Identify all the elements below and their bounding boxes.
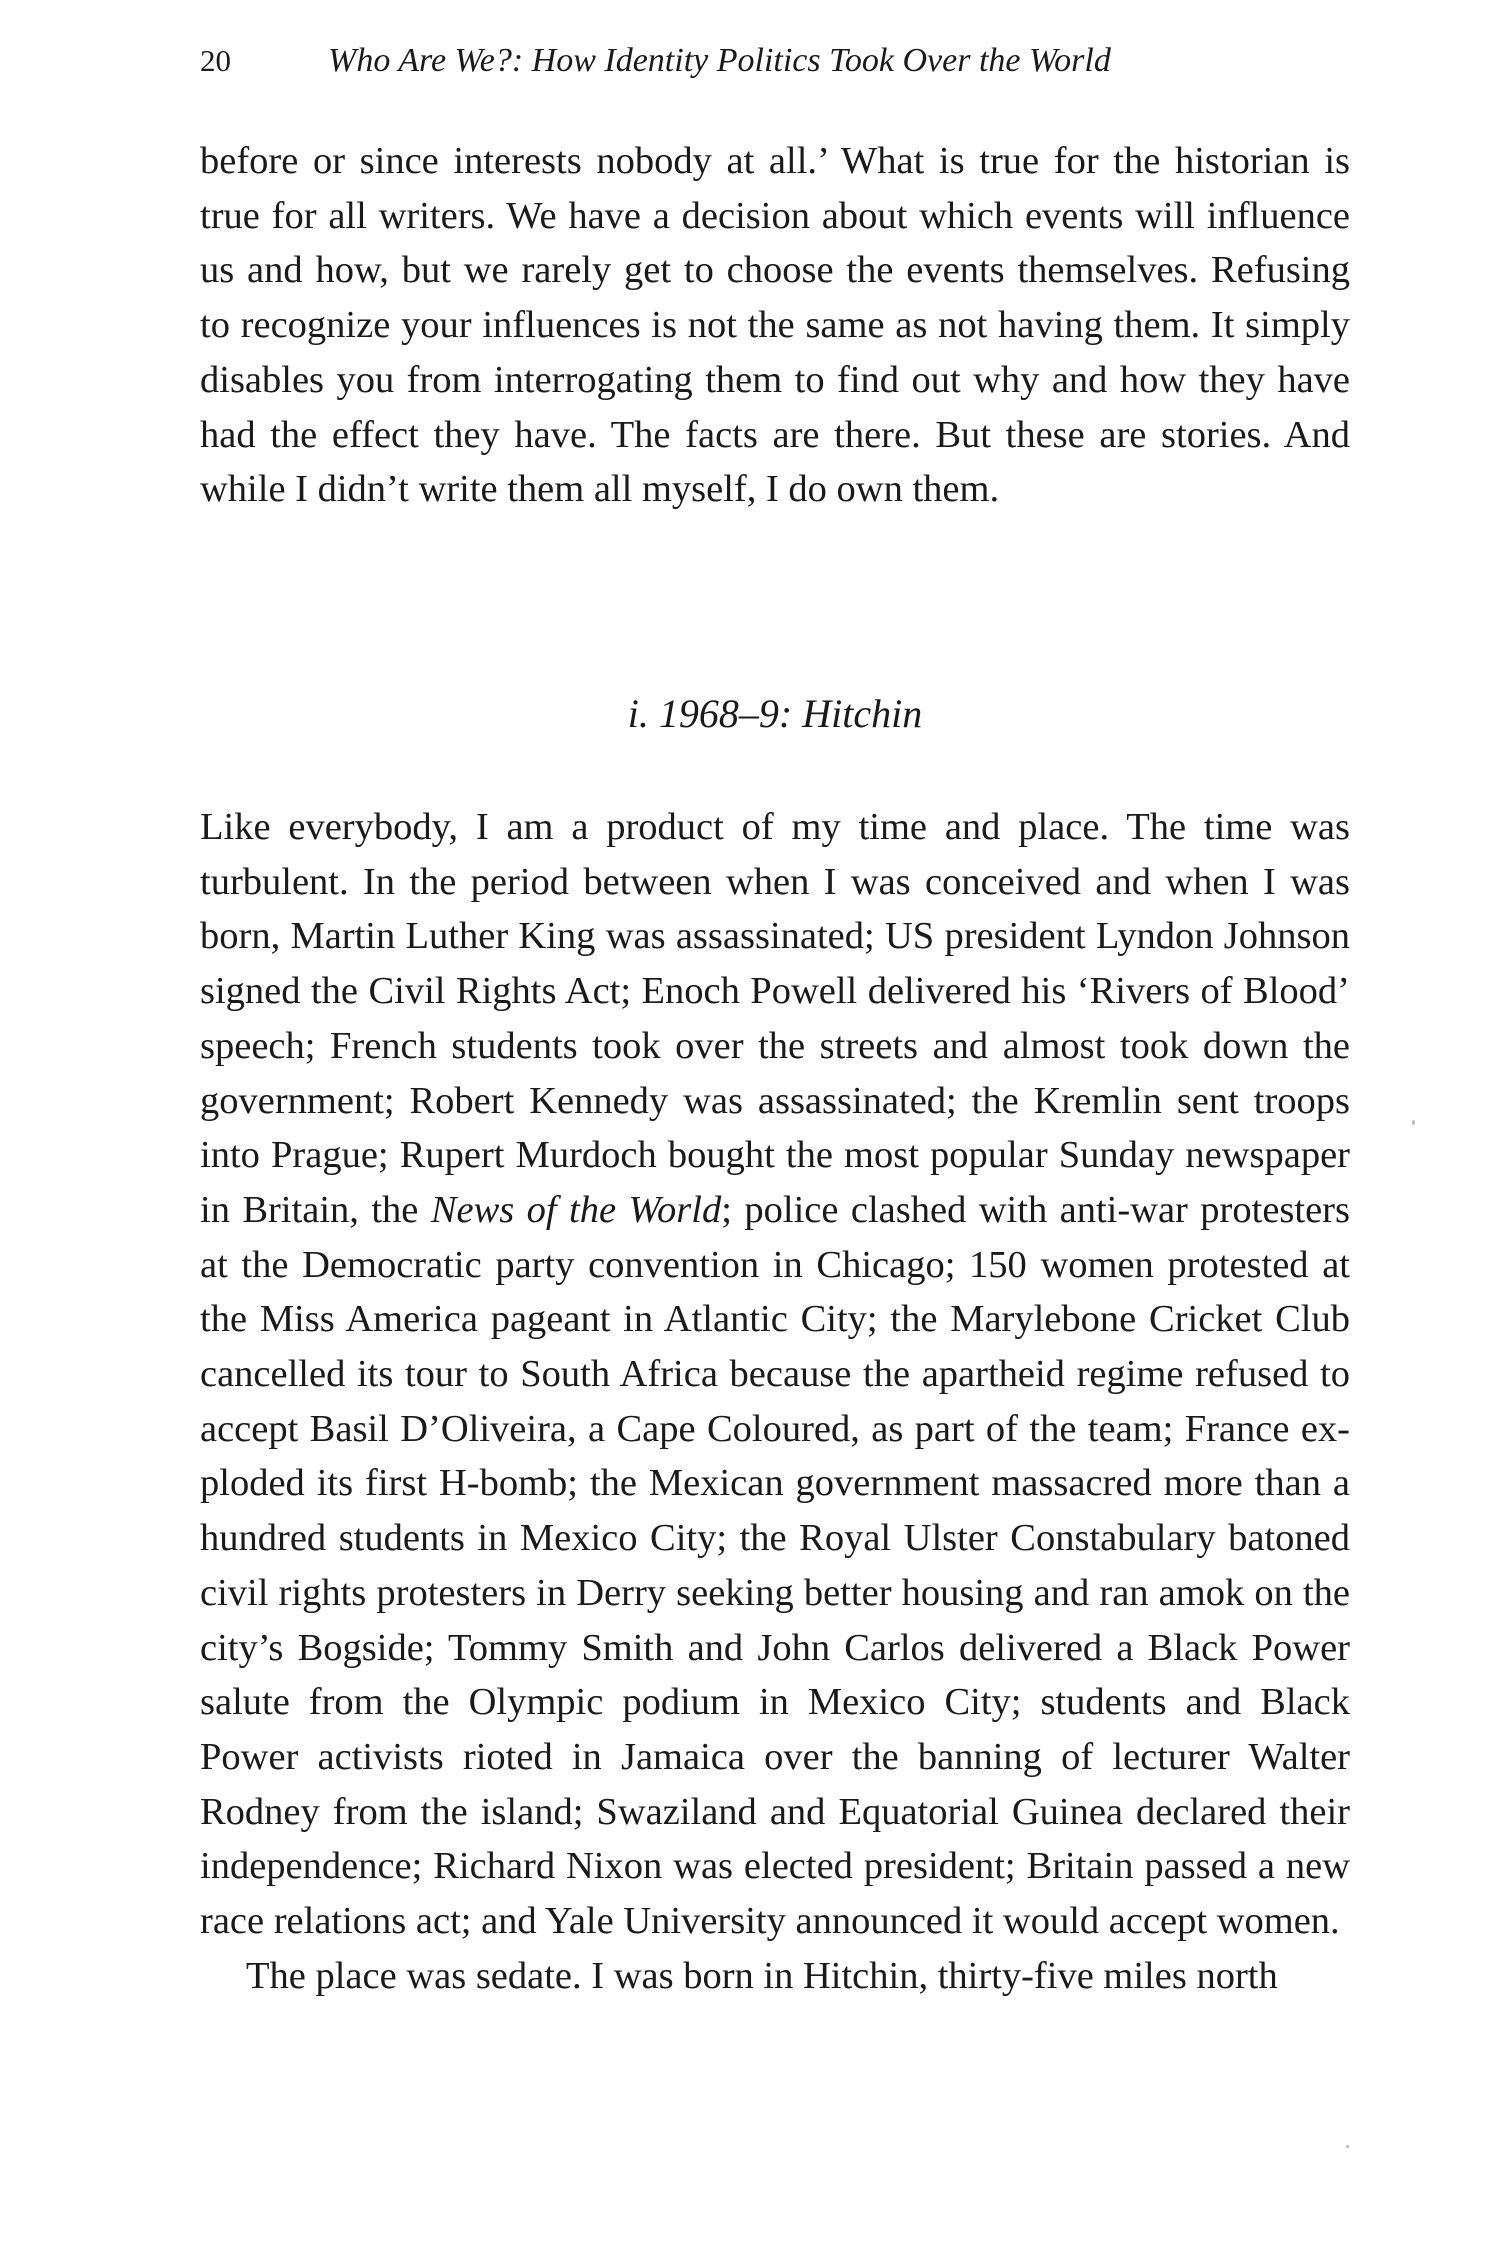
section-paragraph-1	[200, 800, 1350, 1949]
opening-paragraph: before or since interests nobody at all.’ What is true for the historian is true for all writers. We have a decision about which events will influence us and how, but we rarely get to choose the events themselves. Refusing to recognize your influences is not the same as not having them. It simply disables you from interrogating them to find out why and how they have had the effect they have. The facts are there. But these are stories. And while I didn’t write them all myself, I do own them.	[200, 140, 1350, 511]
paragraph-1-part-1: Like everybody, I am a product of my time and place. The time was turbulent. In the period between when I was conceived and when I was born, Martin Luther King was assassinated; US president Lyndon Johnson signed the Civil Rights Act; Enoch Powell delivered his ‘Rivers of Blood’ speech; French students took over the streets and almost took down the government; Robert Kennedy was assassinated; the Kremlin sent troops into Prague; Rupert Murdoch bought the most popular Sunday newspaper in Britain, the	[200, 806, 1350, 1231]
scan-speck	[1346, 2145, 1349, 2148]
book-title: Who Are We?: How Identity Politics Took Over the World	[328, 42, 1111, 79]
page-number: 20	[200, 43, 231, 78]
section-paragraph-2: The place was sedate. I was born in Hitchin, thirty-five miles north	[246, 1954, 1278, 1997]
scan-speck	[1412, 1120, 1415, 1125]
section-heading: i. 1968–9: Hitchin	[627, 691, 923, 736]
paragraph-1-part-2: ; police clashed with anti-war protesters at the Democratic party convention in Chicago; 150 women protested at the Miss America pageant in Atlantic City; the Marylebone Cricket Club cancelled its tour to South Africa because the apartheid regime refused to accept Basil D’Oliveira, a Cape Coloured, as part of the team; France exploded its first H-bomb; the Mexican government massacred more than a hundred students in Mexico City; the Royal Ulster Constabulary batoned civil rights protesters in Derry seeking better housing and ran amok on the city’s Bogside; Tommy Smith and John Carlos delivered a Black Power salute from the Olympic podium in Mexico City; students and Black Power activists rioted in Jamaica over the banning of lecturer Walter Rodney from the island; Swaziland and Equatorial Guinea declared their independence; Richard Nixon was elected president; Britain passed a new race relations act; and Yale University announced it would accept women.	[200, 1188, 1350, 1943]
running-head	[200, 36, 1350, 86]
newspaper-title: News of the World	[430, 1188, 722, 1231]
section-body	[200, 800, 1350, 2003]
opening-text-block	[200, 134, 1350, 517]
